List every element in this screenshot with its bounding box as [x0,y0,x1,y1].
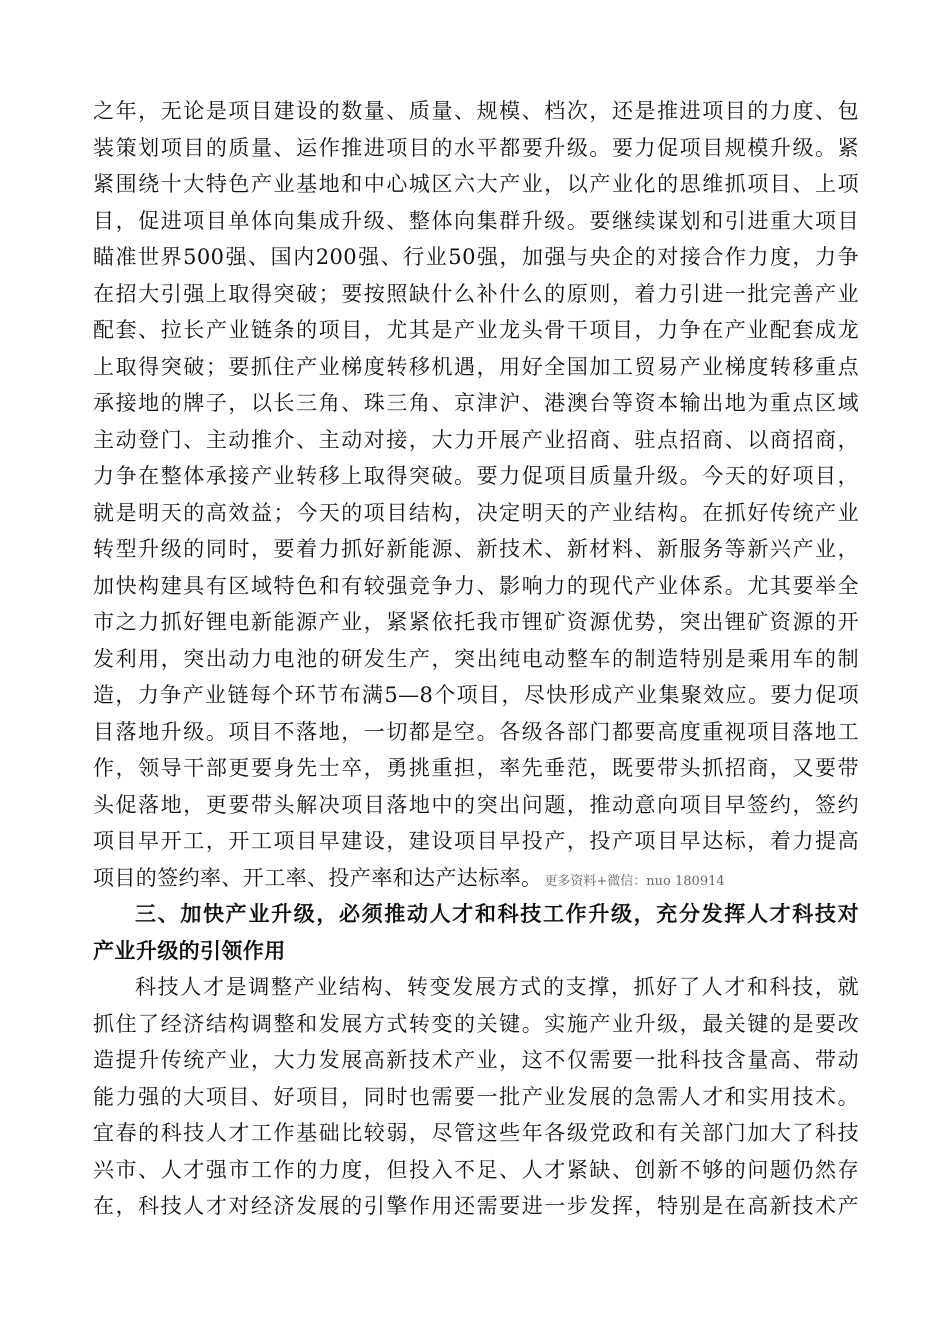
side-note: 更多资料+微信：nuo 180914 [544,873,725,889]
text-line: 市之力抓好锂电新能源产业，紧紧依托我市锂矿资源优势，突出锂矿资源的开 [93,610,859,634]
text-line-with-note [93,860,859,897]
document-page [93,93,859,1225]
text-line: 加快构建具有区域特色和有较强竞争力、影响力的现代产业体系。尤其要举全 [93,573,859,598]
text-line: 造，力争产业链每个环节布满5—8个项目，尽快形成产业集聚效应。要力促项 [93,683,859,707]
text-line: 主动登门、主动推介、主动对接，大力开展产业招商、驻点招商、以商招商， [93,427,859,452]
text-line: 瞄准世界500强、国内200强、行业50强，加强与央企的对接合作力度，力争 [93,245,859,269]
text-line: 发利用，突出动力电池的研发生产，突出纯电动整车的制造特别是乘用车的制 [93,646,859,671]
text-line: 作，领导干部更要身先士卒，勇挑重担，率先垂范，既要带头抓招商，又要带 [93,756,859,780]
text-line: 目落地升级。项目不落地，一切都是空。各级各部门都要高度重视项目落地工 [93,719,859,744]
text-line: 目，促进项目单体向集成升级、整体向集群升级。要继续谋划和引进重大项目 [93,208,859,233]
paragraph-end-text: 项目的签约率、开工率、投产率和达产达标率。 [93,865,543,890]
section-heading-line: 产业升级的引领作用 [93,937,286,963]
text-line: 承接地的牌子，以长三角、珠三角、京津沪、港澳台等资本输出地为重点区域 [93,391,859,415]
text-line: 能力强的大项目、好项目，同时也需要一批产业发展的急需人才和实用技术。 [93,1084,859,1109]
text-line: 科技人才是调整产业结构、转变发展方式的支撑，抓好了人才和科技，就 [135,975,859,999]
text-line: 项目早开工，开工项目早建设，建设项目早投产，投产项目早达标，着力提高 [93,829,859,853]
text-line: 抓住了经济结构调整和发展方式转变的关键。实施产业升级，最关键的是要改 [93,1011,859,1036]
text-line: 在，科技人才对经济发展的引擎作用还需要进一步发挥，特别是在高新技术产 [93,1194,859,1218]
text-line: 就是明天的高效益；今天的项目结构，决定明天的产业结构。在抓好传统产业 [93,500,859,525]
text-line: 力争在整体承接产业转移上取得突破。要力促项目质量升级。今天的好项目， [93,464,859,488]
text-line: 装策划项目的质量、运作推进项目的水平都要升级。要力促项目规模升级。紧 [93,135,859,160]
text-line: 头促落地，更要带头解决项目落地中的突出问题，推动意向项目早签约，签约 [93,792,859,817]
text-line: 配套、拉长产业链条的项目，尤其是产业龙头骨干项目，力争在产业配套成龙 [93,318,859,342]
text-line: 宜春的科技人才工作基础比较弱，尽管这些年各级党政和有关部门加大了科技 [93,1121,859,1145]
text-line: 造提升传统产业，大力发展高新技术产业，这不仅需要一批科技含量高、带动 [93,1048,859,1072]
text-line: 之年，无论是项目建设的数量、质量、规模、档次，还是推进项目的力度、包 [93,99,859,123]
text-line: 在招大引强上取得突破；要按照缺什么补什么的原则，着力引进一批完善产业 [93,281,859,306]
text-line: 紧围绕十大特色产业基地和中心城区六大产业，以产业化的思维抓项目、上项 [93,172,859,196]
text-line: 转型升级的同时，要着力抓好新能源、新技术、新材料、新服务等新兴产业， [93,537,859,561]
text-line: 兴市、人才强市工作的力度，但投入不足、人才紧缺、创新不够的问题仍然存 [93,1157,859,1182]
text-line: 上取得突破；要抓住产业梯度转移机遇，用好全国加工贸易产业梯度转移重点 [93,354,859,379]
section-heading-line: 三、加快产业升级，必须推动人才和科技工作升级，充分发挥人才科技对 [135,901,859,926]
